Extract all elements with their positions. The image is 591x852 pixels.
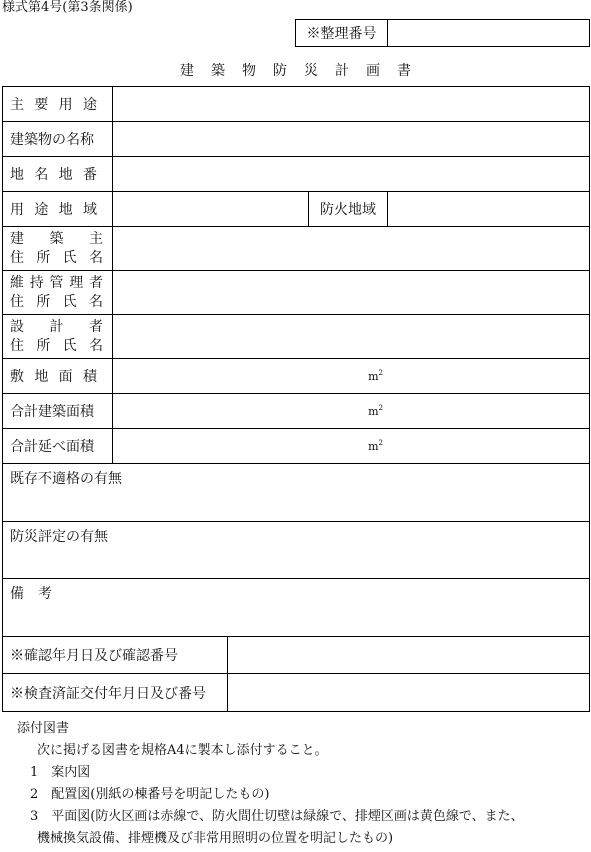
reference-number-field[interactable] [388,20,589,46]
row-inspection-date [3,674,589,711]
char: 住 [10,337,24,354]
row-location [3,157,589,192]
owner-label [3,227,113,270]
row-site-area [3,359,589,394]
zoning-field[interactable] [113,192,589,226]
char: 築 [49,230,64,247]
unit-m: m [368,439,379,453]
char: 名 [34,167,49,183]
char: 所 [36,337,51,354]
row-owner [3,227,589,271]
floor-area-label: 合計延べ面積 [3,429,113,463]
manager-field[interactable] [113,271,589,314]
char: 地 [58,202,73,218]
square-meter-unit [368,404,383,418]
building-area-field[interactable] [113,394,589,428]
char: 氏 [62,337,77,354]
site-area-field[interactable] [113,359,589,393]
attachment-item: 1 案内図 [30,765,91,780]
building-name-label: 建築物の名称 [3,122,113,156]
main-use-label [3,87,113,121]
floor-area-field[interactable] [113,429,589,463]
page-title: 建築物防災計画書 [180,63,428,79]
row-remarks[interactable] [3,579,589,637]
char: 建 [10,230,24,247]
inspection-date-field[interactable] [228,674,589,711]
char: 持 [29,274,44,291]
disaster-eval-label: 防災評定の有無 [10,529,108,545]
char: 者 [89,274,103,291]
row-confirm-date [3,637,589,674]
char: 用 [10,202,24,218]
fire-zone-label: 防火地域 [308,192,388,226]
unit-sup: 2 [378,439,383,448]
row-floor-area [3,429,589,464]
char: 用 [58,97,73,113]
location-label [3,157,113,191]
char: 番 [82,167,97,183]
owner-label-line2 [10,249,103,268]
owner-field[interactable] [113,227,589,270]
char: 主 [10,97,24,113]
row-building-name [3,122,589,157]
nonconforming-label: 既存不適格の有無 [10,471,122,487]
attachments-note: 次に掲げる図書を規格A4に製本し添付すること。 [37,743,328,758]
form-table [2,86,590,712]
square-meter-unit [368,439,383,453]
unit-sup: 2 [378,404,383,413]
manager-label-line1 [10,274,103,293]
designer-label [3,315,113,358]
reference-number-label: ※整理番号 [296,20,388,46]
unit-m: m [368,404,379,418]
char: 所 [36,293,51,310]
attachments-heading: 添付図書 [17,721,70,736]
char: 面 [58,369,73,385]
main-use-label-text [10,94,97,114]
manager-label [3,271,113,314]
row-designer [3,315,589,359]
building-name-field[interactable] [113,122,589,156]
char: 住 [10,293,24,310]
char: 主 [89,230,103,247]
unit-m: m [368,369,379,383]
char: 地 [10,167,24,183]
attachments-section [17,718,524,850]
confirm-date-label: ※確認年月日及び確認番号 [3,637,228,673]
char: 名 [88,293,103,310]
char: 地 [58,167,73,183]
char: 地 [34,369,49,385]
reference-number-box [295,19,590,47]
char: 理 [69,274,84,291]
zoning-label [3,192,113,226]
char: 敷 [10,369,24,385]
char: 計 [49,318,64,335]
char: 維 [10,274,24,291]
row-disaster-eval[interactable] [3,522,589,579]
char: 所 [36,249,51,266]
char: 設 [10,318,24,335]
building-area-label: 合計建築面積 [3,394,113,428]
site-area-label [3,359,113,393]
designer-label-line1 [10,318,103,337]
site-area-label-text [10,366,97,386]
char: 域 [82,202,97,218]
remarks-label [3,579,589,603]
confirm-date-field[interactable] [228,637,589,673]
row-building-area [3,394,589,429]
location-field[interactable] [113,157,589,191]
main-use-field[interactable] [113,87,589,121]
char: 途 [82,97,97,113]
char: 備 [10,586,24,602]
location-label-text [10,164,97,184]
char: 管 [49,274,64,291]
designer-label-line2 [10,337,103,356]
char: 名 [88,249,103,266]
char: 積 [82,369,97,385]
designer-field[interactable] [113,315,589,358]
row-main-use [3,87,589,122]
manager-label-line2 [10,293,103,312]
attachment-item: 機械換気設備、排煙機及び非常用照明の位置を明記したもの) [37,831,394,846]
char: 考 [38,586,52,602]
row-manager [3,271,589,315]
attachment-item: 3 平面図(防火区画は赤線で、防火間仕切壁は緑線で、排煙区画は黄色線で、また、 [30,809,524,824]
char: 氏 [62,249,77,266]
row-zoning [3,192,589,227]
row-nonconforming[interactable] [3,464,589,522]
char: 要 [34,97,49,113]
form-number-label: 様式第4号(第3条関係) [2,0,133,15]
char: 氏 [62,293,77,310]
char: 住 [10,249,24,266]
char: 者 [89,318,103,335]
inspection-date-label: ※検査済証交付年月日及び番号 [3,674,228,711]
zoning-label-text [10,199,97,219]
square-meter-unit [368,369,383,383]
char: 途 [34,202,49,218]
owner-label-line1 [10,230,103,249]
attachment-item: 2 配置図(別紙の棟番号を明記したもの) [30,787,270,802]
unit-sup: 2 [378,369,383,378]
char: 名 [88,337,103,354]
